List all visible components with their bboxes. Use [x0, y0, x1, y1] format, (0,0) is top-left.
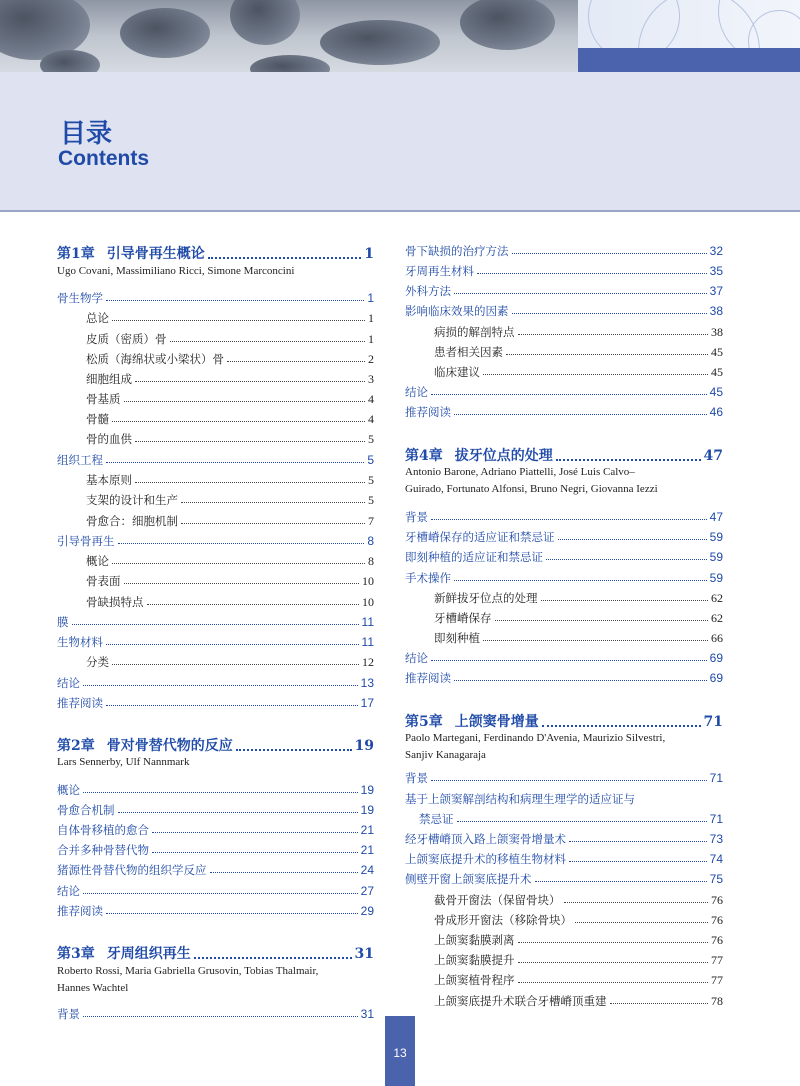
toc-subentry[interactable]: [86, 573, 374, 589]
toc-entry[interactable]: [57, 290, 374, 306]
entry-title: 骨生物学: [57, 291, 103, 305]
toc-entry[interactable]: [57, 883, 374, 899]
entry-title: 即刻种植: [434, 631, 480, 645]
chapter-authors: Roberto Rossi, Maria Gabriella Grusovin, Tobias Thalmair,: [57, 965, 319, 977]
bone-texture-banner: [0, 0, 578, 72]
entry-title: 支架的设计和生产: [86, 493, 178, 507]
leader-dots: [495, 619, 709, 621]
entry-page: 77: [711, 973, 723, 987]
toc-entry[interactable]: [57, 1006, 374, 1022]
toc-subentry[interactable]: [86, 654, 374, 670]
toc-entry[interactable]: [57, 695, 374, 711]
leader-dots: [135, 380, 365, 382]
toc-subentry[interactable]: [86, 371, 374, 387]
toc-entry[interactable]: [405, 283, 723, 299]
entry-page: 24: [360, 863, 374, 877]
leader-dots: [518, 333, 709, 335]
decorative-rings: [578, 0, 800, 48]
entry-page: 66: [711, 631, 723, 645]
leader-dots: [170, 340, 366, 342]
entry-page: 59: [709, 550, 723, 564]
toc-entry-line1[interactable]: [405, 791, 723, 807]
leader-dots: [83, 892, 358, 894]
entry-title: 松质（海绵状或小梁状）骨: [86, 352, 224, 366]
toc-entry[interactable]: [57, 903, 374, 919]
entry-page: 21: [360, 843, 374, 857]
leader-dots: [112, 319, 365, 321]
leader-dots: [518, 981, 709, 983]
toc-subentry[interactable]: [434, 892, 723, 908]
page-subtitle: Contents: [58, 147, 149, 170]
entry-page: 74: [709, 852, 723, 866]
entry-title: 即刻种植的适应证和禁忌证: [405, 550, 543, 564]
leader-dots: [518, 941, 709, 943]
leader-dots: [135, 481, 365, 483]
leader-dots: [506, 353, 708, 355]
leader-dots: [542, 724, 701, 727]
entry-page: 4: [368, 412, 374, 426]
leader-dots: [454, 292, 707, 294]
entry-title: 侧壁开窗上颌窦底提升术: [405, 872, 532, 886]
leader-dots: [210, 871, 358, 873]
entry-page: 5: [368, 432, 374, 446]
entry-page: 12: [362, 655, 374, 669]
entry-page: 76: [711, 933, 723, 947]
entry-page: 73: [709, 832, 723, 846]
leader-dots: [535, 880, 707, 882]
toc-entry[interactable]: [405, 670, 723, 686]
leader-dots: [558, 538, 707, 540]
leader-dots: [208, 256, 362, 259]
entry-page: 75: [709, 872, 723, 886]
chapter-authors: Guirado, Fortunato Alfonsi, Bruno Negri, Giovanna Iezzi: [405, 483, 658, 495]
toc-subentry[interactable]: [86, 391, 374, 407]
entry-title: 骨成形开窗法（移除骨块）: [434, 913, 572, 927]
page-title: 目录: [60, 119, 113, 149]
leader-dots: [431, 518, 707, 520]
entry-title: 概论: [86, 554, 109, 568]
leader-dots: [431, 659, 707, 661]
chapter-page: 31: [354, 946, 374, 962]
entry-page: 59: [709, 530, 723, 544]
toc-subentry[interactable]: [86, 431, 374, 447]
toc-subentry[interactable]: [86, 351, 374, 367]
entry-title: 新鲜拔牙位点的处理: [434, 591, 538, 605]
toc-subentry[interactable]: [434, 993, 723, 1009]
entry-title: 组织工程: [57, 453, 103, 467]
leader-dots: [83, 1015, 358, 1017]
entry-title: 骨的血供: [86, 432, 132, 446]
toc-subentry[interactable]: [86, 513, 374, 529]
entry-page: 69: [709, 651, 723, 665]
chapter-authors: Sanjiv Kanagaraja: [405, 749, 486, 761]
toc-entry[interactable]: [405, 303, 723, 319]
entry-page: 13: [360, 676, 374, 690]
entry-page: 76: [711, 913, 723, 927]
leader-dots: [477, 272, 707, 274]
chapter-authors: Hannes Wachtel: [57, 982, 129, 994]
toc-chapter-1[interactable]: [57, 243, 374, 263]
leader-dots: [512, 252, 707, 254]
entry-page: 19: [360, 803, 374, 817]
entry-page: 38: [711, 325, 723, 339]
leader-dots: [106, 912, 358, 914]
toc-subentry[interactable]: [434, 630, 723, 646]
toc-chapter-3[interactable]: [57, 943, 374, 963]
entry-title: 推荐阅读: [57, 904, 103, 918]
entry-title: 总论: [86, 311, 109, 325]
entry-page: 21: [360, 823, 374, 837]
chapter-title: 上颌窦骨增量: [454, 714, 539, 730]
entry-title: 骨表面: [86, 574, 121, 588]
leader-dots: [483, 373, 708, 375]
entry-title: 截骨开窗法（保留骨块）: [434, 893, 561, 907]
leader-dots: [454, 413, 707, 415]
toc-entry[interactable]: [57, 842, 374, 858]
entry-title: 上颌窦底提升术联合牙槽嵴顶重建: [434, 994, 607, 1008]
entry-title: 临床建议: [434, 365, 480, 379]
leader-dots: [106, 461, 364, 463]
toc-entry[interactable]: [57, 862, 374, 878]
chapter-authors: Antonio Barone, Adriano Piattelli, José Luis Calvo–: [405, 466, 635, 478]
toc-subentry[interactable]: [434, 610, 723, 626]
entry-title: 背景: [405, 510, 428, 524]
toc-subentry[interactable]: [434, 324, 723, 340]
entry-page: 4: [368, 392, 374, 406]
leader-dots: [512, 312, 707, 314]
leader-dots: [546, 558, 707, 560]
toc-chapter-2[interactable]: [57, 735, 374, 755]
entry-title: 生物材料: [57, 635, 103, 649]
entry-page: 76: [711, 893, 723, 907]
entry-page: 5: [367, 453, 374, 467]
entry-title: 牙槽嵴保存: [434, 611, 492, 625]
header-band: [0, 72, 800, 210]
entry-title: 基于上颌窦解剖结构和病理生理学的适应证与: [405, 792, 635, 806]
chapter-authors: Lars Sennerby, Ulf Nannmark: [57, 756, 190, 768]
entry-title: 骨下缺损的治疗方法: [405, 244, 509, 258]
entry-title: 背景: [405, 771, 428, 785]
entry-page: 5: [368, 493, 374, 507]
entry-title: 猪源性骨替代物的组织学反应: [57, 863, 207, 877]
leader-dots: [112, 663, 359, 665]
entry-page: 1: [367, 291, 374, 305]
chapter-title: 牙周组织再生: [106, 946, 191, 962]
entry-page: 77: [711, 953, 723, 967]
toc-subentry[interactable]: [86, 310, 374, 326]
toc-subentry[interactable]: [434, 932, 723, 948]
entry-title: 经牙槽嵴顶入路上颌窦骨增量术: [405, 832, 566, 846]
chapter-authors: Ugo Covani, Massimiliano Ricci, Simone Marconcini: [57, 265, 295, 277]
chapter-page: 47: [703, 448, 723, 464]
toc-subentry[interactable]: [86, 411, 374, 427]
entry-title: 上颌窦黏膜剥离: [434, 933, 515, 947]
entry-title: 自体骨移植的愈合: [57, 823, 149, 837]
toc-entry[interactable]: [57, 614, 374, 630]
entry-page: 71: [709, 771, 723, 785]
leader-dots: [483, 639, 708, 641]
toc-chapter-4[interactable]: [405, 445, 723, 465]
entry-title: 骨髓: [86, 412, 109, 426]
chapter-page: 71: [703, 714, 723, 730]
entry-page: 45: [711, 365, 723, 379]
toc-entry[interactable]: [57, 634, 374, 650]
entry-title: 推荐阅读: [405, 671, 451, 685]
header-divider: [0, 210, 800, 212]
entry-title: 基本原则: [86, 473, 132, 487]
toc-entry[interactable]: [405, 871, 723, 887]
entry-title: 外科方法: [405, 284, 451, 298]
entry-page: 71: [709, 812, 723, 826]
leader-dots: [610, 1002, 709, 1004]
entry-page: 11: [361, 635, 374, 649]
page-number: 13: [393, 1046, 407, 1060]
chapter-number: 第1章: [57, 246, 95, 262]
entry-page: 38: [709, 304, 723, 318]
chapter-number: 第4章: [405, 448, 443, 464]
entry-title: 结论: [405, 385, 428, 399]
leader-dots: [556, 458, 701, 461]
entry-page: 62: [711, 611, 723, 625]
entry-page: 45: [711, 345, 723, 359]
leader-dots: [518, 961, 709, 963]
toc-subentry[interactable]: [86, 472, 374, 488]
entry-title: 禁忌证: [419, 812, 454, 826]
toc-entry[interactable]: [405, 404, 723, 420]
entry-title: 骨基质: [86, 392, 121, 406]
entry-page: 45: [709, 385, 723, 399]
chapter-title: 拔牙位点的处理: [454, 448, 553, 464]
entry-page: 10: [362, 595, 374, 609]
entry-title: 骨愈合机制: [57, 803, 115, 817]
toc-subentry[interactable]: [434, 952, 723, 968]
toc-entry[interactable]: [57, 533, 374, 549]
toc-subentry[interactable]: [86, 492, 374, 508]
leader-dots: [454, 579, 707, 581]
entry-title: 分类: [86, 655, 109, 669]
entry-page: 37: [709, 284, 723, 298]
entry-page: 47: [709, 510, 723, 524]
toc-entry[interactable]: [405, 243, 723, 259]
entry-title: 膜: [57, 615, 69, 629]
chapter-title: 骨对骨替代物的反应: [106, 738, 233, 754]
toc-entry[interactable]: [57, 675, 374, 691]
entry-title: 牙槽嵴保存的适应证和禁忌证: [405, 530, 555, 544]
toc-entry[interactable]: [405, 549, 723, 565]
entry-title: 皮质（密质）骨: [86, 332, 167, 346]
leader-dots: [454, 679, 707, 681]
entry-title: 骨缺损特点: [86, 595, 144, 609]
entry-page: 2: [368, 352, 374, 366]
entry-page: 59: [709, 571, 723, 585]
leader-dots: [106, 299, 364, 301]
entry-page: 46: [709, 405, 723, 419]
entry-title: 牙周再生材料: [405, 264, 474, 278]
entry-page: 69: [709, 671, 723, 685]
leader-dots: [135, 440, 365, 442]
leader-dots: [118, 542, 365, 544]
leader-dots: [152, 831, 358, 833]
leader-dots: [181, 522, 365, 524]
page-number-tab: [385, 1016, 415, 1086]
toc-subentry[interactable]: [434, 364, 723, 380]
entry-title: 影响临床效果的因素: [405, 304, 509, 318]
toc-subentry[interactable]: [86, 553, 374, 569]
toc-chapter-5[interactable]: [405, 711, 723, 731]
entry-title: 合并多种骨替代物: [57, 843, 149, 857]
entry-title: 手术操作: [405, 571, 451, 585]
toc-entry[interactable]: [405, 384, 723, 400]
toc-entry[interactable]: [405, 570, 723, 586]
leader-dots: [106, 643, 359, 645]
leader-dots: [431, 779, 707, 781]
leader-dots: [106, 704, 358, 706]
entry-title: 结论: [57, 676, 80, 690]
entry-title: 骨愈合：细胞机制: [86, 514, 178, 528]
toc-subentry[interactable]: [434, 912, 723, 928]
leader-dots: [236, 748, 352, 751]
toc-subentry[interactable]: [434, 590, 723, 606]
leader-dots: [564, 901, 709, 903]
entry-page: 27: [360, 884, 374, 898]
leader-dots: [181, 501, 365, 503]
leader-dots: [541, 599, 709, 601]
toc-entry[interactable]: [405, 529, 723, 545]
entry-page: 62: [711, 591, 723, 605]
leader-dots: [575, 921, 708, 923]
toc-entry[interactable]: [405, 509, 723, 525]
entry-title: 推荐阅读: [405, 405, 451, 419]
leader-dots: [112, 420, 365, 422]
chapter-authors: Paolo Martegani, Ferdinando D'Avenia, Maurizio Silvestri,: [405, 732, 666, 744]
entry-page: 19: [360, 783, 374, 797]
entry-page: 29: [360, 904, 374, 918]
entry-title: 结论: [57, 884, 80, 898]
entry-page: 11: [361, 615, 374, 629]
entry-title: 背景: [57, 1007, 80, 1021]
entry-page: 78: [711, 994, 723, 1008]
entry-page: 5: [368, 473, 374, 487]
chapter-number: 第5章: [405, 714, 443, 730]
toc-entry[interactable]: [57, 802, 374, 818]
toc-entry[interactable]: [57, 782, 374, 798]
toc-entry[interactable]: [405, 263, 723, 279]
chapter-page: 1: [364, 246, 374, 262]
entry-title: 病损的解剖特点: [434, 325, 515, 339]
entry-title: 推荐阅读: [57, 696, 103, 710]
toc-subentry[interactable]: [434, 972, 723, 988]
entry-title: 上颌窦底提升术的移植生物材料: [405, 852, 566, 866]
chapter-number: 第3章: [57, 946, 95, 962]
leader-dots: [83, 684, 358, 686]
toc-entry[interactable]: [405, 851, 723, 867]
leader-dots: [83, 791, 358, 793]
toc-entry[interactable]: [405, 650, 723, 666]
entry-title: 患者相关因素: [434, 345, 503, 359]
entry-page: 8: [368, 554, 374, 568]
chapter-title: 引导骨再生概论: [106, 246, 205, 262]
chapter-page: 19: [354, 738, 374, 754]
leader-dots: [118, 811, 358, 813]
leader-dots: [194, 956, 352, 959]
toc-entry-line2[interactable]: [419, 811, 723, 827]
leader-dots: [112, 562, 365, 564]
entry-page: 8: [367, 534, 374, 548]
header-accent-strip: [578, 48, 800, 72]
toc-subentry[interactable]: [86, 331, 374, 347]
leader-dots: [72, 623, 359, 625]
entry-title: 概论: [57, 783, 80, 797]
entry-title: 结论: [405, 651, 428, 665]
entry-title: 细胞组成: [86, 372, 132, 386]
toc-subentry[interactable]: [86, 594, 374, 610]
entry-page: 1: [368, 311, 374, 325]
leader-dots: [227, 360, 365, 362]
entry-page: 32: [709, 244, 723, 258]
entry-page: 35: [709, 264, 723, 278]
leader-dots: [147, 603, 360, 605]
entry-title: 上颌窦植骨程序: [434, 973, 515, 987]
leader-dots: [569, 840, 707, 842]
leader-dots: [569, 860, 707, 862]
entry-page: 1: [368, 332, 374, 346]
entry-title: 引导骨再生: [57, 534, 115, 548]
entry-page: 10: [362, 574, 374, 588]
toc-subentry[interactable]: [434, 344, 723, 360]
entry-page: 17: [360, 696, 374, 710]
entry-page: 31: [360, 1007, 374, 1021]
toc-entry[interactable]: [57, 822, 374, 838]
leader-dots: [457, 820, 707, 822]
entry-page: 7: [368, 514, 374, 528]
leader-dots: [431, 393, 707, 395]
entry-title: 上颌窦黏膜提升: [434, 953, 515, 967]
chapter-number: 第2章: [57, 738, 95, 754]
toc-entry[interactable]: [405, 831, 723, 847]
toc-entry[interactable]: [57, 452, 374, 468]
toc-entry[interactable]: [405, 770, 723, 786]
leader-dots: [124, 400, 366, 402]
entry-page: 3: [368, 372, 374, 386]
leader-dots: [124, 582, 360, 584]
leader-dots: [152, 851, 358, 853]
